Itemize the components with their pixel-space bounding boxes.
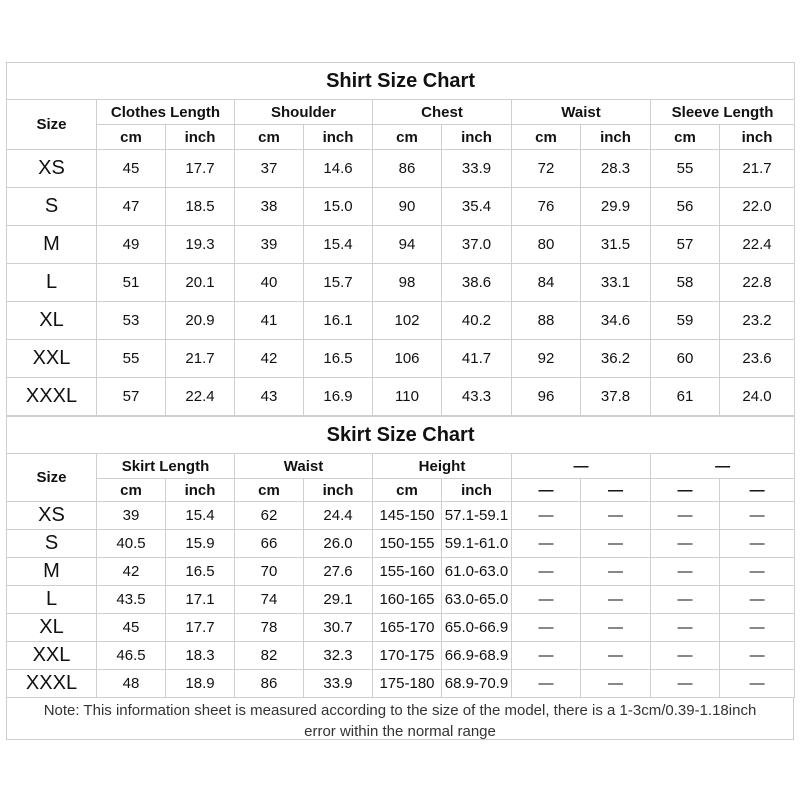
skirt-size-table (6, 416, 795, 698)
measurement-cell: 63.0-65.0 (442, 586, 512, 614)
unit-header: — (720, 479, 795, 502)
measurement-cell: 57 (97, 378, 166, 416)
measurement-cell: 17.1 (166, 586, 235, 614)
measurement-cell: 58 (651, 264, 720, 302)
measurement-cell: 102 (373, 302, 442, 340)
measurement-cell: 43.3 (442, 378, 512, 416)
measurement-cell: 98 (373, 264, 442, 302)
measurement-cell: — (651, 502, 720, 530)
measurement-cell: 17.7 (166, 150, 235, 188)
measurement-cell: 16.5 (166, 558, 235, 586)
column-group-header: Waist (235, 454, 373, 479)
column-group-header: Chest (373, 100, 512, 125)
measurement-cell: — (720, 670, 795, 698)
unit-header: inch (442, 125, 512, 150)
measurement-cell: 92 (512, 340, 581, 378)
measurement-cell: 175-180 (373, 670, 442, 698)
measurement-cell: 19.3 (166, 226, 235, 264)
note-line-1: Note: This information sheet is measured according to the size of the model, there is a 1-3cm/0.39-1.18inch (43, 702, 757, 719)
measurement-cell: 18.9 (166, 670, 235, 698)
measurement-cell: 74 (235, 586, 304, 614)
measurement-cell: 39 (97, 502, 166, 530)
measurement-cell: — (581, 614, 651, 642)
measurement-cell: 94 (373, 226, 442, 264)
measurement-cell: 90 (373, 188, 442, 226)
measurement-cell: 42 (235, 340, 304, 378)
size-cell: L (7, 264, 97, 302)
measurement-cell: 33.1 (581, 264, 651, 302)
measurement-cell: 160-165 (373, 586, 442, 614)
size-cell: XL (7, 302, 97, 340)
unit-header: inch (166, 125, 235, 150)
measurement-cell: — (512, 558, 581, 586)
unit-header: cm (651, 125, 720, 150)
measurement-cell: 59.1-61.0 (442, 530, 512, 558)
unit-header: inch (720, 125, 795, 150)
measurement-cell: 41 (235, 302, 304, 340)
measurement-cell: 16.1 (304, 302, 373, 340)
measurement-cell: 21.7 (720, 150, 795, 188)
measurement-cell: 49 (97, 226, 166, 264)
measurement-cell: — (651, 558, 720, 586)
measurement-cell: 27.6 (304, 558, 373, 586)
measurement-cell: 22.0 (720, 188, 795, 226)
measurement-cell: 48 (97, 670, 166, 698)
measurement-cell: 29.9 (581, 188, 651, 226)
measurement-cell: — (581, 670, 651, 698)
measurement-cell: 78 (235, 614, 304, 642)
measurement-cell: 15.7 (304, 264, 373, 302)
table-row (7, 614, 795, 642)
measurement-cell: 15.4 (304, 226, 373, 264)
measurement-cell: — (581, 530, 651, 558)
measurement-cell: 33.9 (304, 670, 373, 698)
shirt-chart-title: Shirt Size Chart (7, 63, 795, 100)
measurement-cell: 76 (512, 188, 581, 226)
measurement-cell: 24.0 (720, 378, 795, 416)
size-cell: XS (7, 502, 97, 530)
unit-header: cm (235, 479, 304, 502)
measurement-cell: 42 (97, 558, 166, 586)
column-group-header: Waist (512, 100, 651, 125)
measurement-cell: 23.2 (720, 302, 795, 340)
size-chart-sheet (6, 62, 794, 740)
measurement-cell: 14.6 (304, 150, 373, 188)
measurement-cell: 59 (651, 302, 720, 340)
column-group-header: Shoulder (235, 100, 373, 125)
measurement-cell: 155-160 (373, 558, 442, 586)
measurement-cell: 88 (512, 302, 581, 340)
table-row (7, 150, 795, 188)
measurement-cell: 86 (373, 150, 442, 188)
table-row (7, 586, 795, 614)
table-row (7, 670, 795, 698)
table-row (7, 378, 795, 416)
measurement-cell: — (651, 586, 720, 614)
measurement-cell: — (512, 586, 581, 614)
measurement-cell: 37.0 (442, 226, 512, 264)
measurement-cell: 43.5 (97, 586, 166, 614)
measurement-cell: 55 (651, 150, 720, 188)
measurement-cell: 40.5 (97, 530, 166, 558)
measurement-cell: 84 (512, 264, 581, 302)
measurement-cell: 37.8 (581, 378, 651, 416)
unit-header: cm (512, 125, 581, 150)
measurement-cell: — (720, 558, 795, 586)
measurement-cell: 82 (235, 642, 304, 670)
unit-header: — (581, 479, 651, 502)
measurement-cell: 34.6 (581, 302, 651, 340)
measurement-cell: 18.5 (166, 188, 235, 226)
measurement-cell: 43 (235, 378, 304, 416)
measurement-cell: 36.2 (581, 340, 651, 378)
measurement-cell: 45 (97, 614, 166, 642)
size-cell: XL (7, 614, 97, 642)
measurement-cell: 38.6 (442, 264, 512, 302)
measurement-cell: — (581, 502, 651, 530)
measurement-cell: 21.7 (166, 340, 235, 378)
unit-header: inch (442, 479, 512, 502)
measurement-cell: 22.8 (720, 264, 795, 302)
size-cell: XXL (7, 340, 97, 378)
measurement-cell: 35.4 (442, 188, 512, 226)
table-row (7, 642, 795, 670)
shirt-size-table (6, 62, 795, 416)
measurement-cell: — (512, 614, 581, 642)
measurement-cell: 61.0-63.0 (442, 558, 512, 586)
measurement-cell: 72 (512, 150, 581, 188)
measurement-cell: 20.1 (166, 264, 235, 302)
measurement-cell: 65.0-66.9 (442, 614, 512, 642)
measurement-cell: 26.0 (304, 530, 373, 558)
measurement-cell: — (512, 670, 581, 698)
measurement-cell: — (512, 642, 581, 670)
unit-header: — (651, 479, 720, 502)
measurement-cell: 62 (235, 502, 304, 530)
measurement-cell: 30.7 (304, 614, 373, 642)
measurement-cell: 16.9 (304, 378, 373, 416)
measurement-cell: 16.5 (304, 340, 373, 378)
unit-header: — (512, 479, 581, 502)
column-group-header: Clothes Length (97, 100, 235, 125)
column-group-header: Height (373, 454, 512, 479)
measurement-cell: — (512, 502, 581, 530)
measurement-cell: 145-150 (373, 502, 442, 530)
measurement-cell: 55 (97, 340, 166, 378)
measurement-cell: 29.1 (304, 586, 373, 614)
measurement-cell: 15.4 (166, 502, 235, 530)
table-row (7, 502, 795, 530)
measurement-cell: 66 (235, 530, 304, 558)
unit-header: cm (235, 125, 304, 150)
measurement-cell: 46.5 (97, 642, 166, 670)
measurement-cell: 37 (235, 150, 304, 188)
unit-header: cm (97, 125, 166, 150)
measurement-cell: 28.3 (581, 150, 651, 188)
size-cell: XXXL (7, 378, 97, 416)
unit-header: inch (166, 479, 235, 502)
measurement-cell: 110 (373, 378, 442, 416)
measurement-cell: 61 (651, 378, 720, 416)
measurement-cell: — (512, 530, 581, 558)
measurement-cell: 86 (235, 670, 304, 698)
measurement-cell: 70 (235, 558, 304, 586)
size-cell: M (7, 226, 97, 264)
measurement-cell: — (720, 586, 795, 614)
measurement-cell: 51 (97, 264, 166, 302)
measurement-cell: — (651, 642, 720, 670)
unit-header: cm (373, 125, 442, 150)
measurement-cell: — (581, 586, 651, 614)
measurement-cell: 80 (512, 226, 581, 264)
column-group-header: — (651, 454, 795, 479)
measurement-cell: 18.3 (166, 642, 235, 670)
measurement-cell: — (720, 502, 795, 530)
size-cell: XS (7, 150, 97, 188)
column-group-header: Skirt Length (97, 454, 235, 479)
table-row (7, 188, 795, 226)
measurement-cell: — (651, 670, 720, 698)
size-cell: S (7, 188, 97, 226)
measurement-cell: 22.4 (720, 226, 795, 264)
measurement-cell: — (581, 642, 651, 670)
measurement-cell: 40 (235, 264, 304, 302)
measurement-cell: 106 (373, 340, 442, 378)
table-row (7, 264, 795, 302)
measurement-cell: 40.2 (442, 302, 512, 340)
measurement-cell: 41.7 (442, 340, 512, 378)
measurement-note (6, 698, 794, 740)
measurement-cell: 56 (651, 188, 720, 226)
measurement-cell: 66.9-68.9 (442, 642, 512, 670)
unit-header: inch (304, 479, 373, 502)
column-group-header: — (512, 454, 651, 479)
column-group-header: Sleeve Length (651, 100, 795, 125)
unit-header: cm (373, 479, 442, 502)
measurement-cell: 53 (97, 302, 166, 340)
size-cell: M (7, 558, 97, 586)
measurement-cell: 15.0 (304, 188, 373, 226)
measurement-cell: — (651, 530, 720, 558)
size-cell: L (7, 586, 97, 614)
size-column-header: Size (7, 100, 97, 150)
measurement-cell: 47 (97, 188, 166, 226)
measurement-cell: 45 (97, 150, 166, 188)
measurement-cell: 32.3 (304, 642, 373, 670)
measurement-cell: 33.9 (442, 150, 512, 188)
size-cell: XXL (7, 642, 97, 670)
unit-header: cm (97, 479, 166, 502)
table-row (7, 558, 795, 586)
measurement-cell: 68.9-70.9 (442, 670, 512, 698)
measurement-cell: 150-155 (373, 530, 442, 558)
size-cell: XXXL (7, 670, 97, 698)
table-row (7, 530, 795, 558)
measurement-cell: 24.4 (304, 502, 373, 530)
skirt-chart-title: Skirt Size Chart (7, 417, 795, 454)
size-cell: S (7, 530, 97, 558)
unit-header: inch (581, 125, 651, 150)
table-row (7, 302, 795, 340)
size-column-header: Size (7, 454, 97, 502)
measurement-cell: 170-175 (373, 642, 442, 670)
measurement-cell: — (651, 614, 720, 642)
measurement-cell: 17.7 (166, 614, 235, 642)
measurement-cell: — (720, 642, 795, 670)
measurement-cell: 57.1-59.1 (442, 502, 512, 530)
measurement-cell: 165-170 (373, 614, 442, 642)
measurement-cell: 57 (651, 226, 720, 264)
measurement-cell: 23.6 (720, 340, 795, 378)
table-row (7, 340, 795, 378)
measurement-cell: — (581, 558, 651, 586)
measurement-cell: 38 (235, 188, 304, 226)
measurement-cell: 20.9 (166, 302, 235, 340)
measurement-cell: 31.5 (581, 226, 651, 264)
measurement-cell: 96 (512, 378, 581, 416)
measurement-cell: — (720, 614, 795, 642)
measurement-cell: 39 (235, 226, 304, 264)
measurement-cell: 22.4 (166, 378, 235, 416)
measurement-cell: 15.9 (166, 530, 235, 558)
note-line-2: error within the normal range (304, 723, 496, 740)
table-row (7, 226, 795, 264)
unit-header: inch (304, 125, 373, 150)
measurement-cell: 60 (651, 340, 720, 378)
measurement-cell: — (720, 530, 795, 558)
